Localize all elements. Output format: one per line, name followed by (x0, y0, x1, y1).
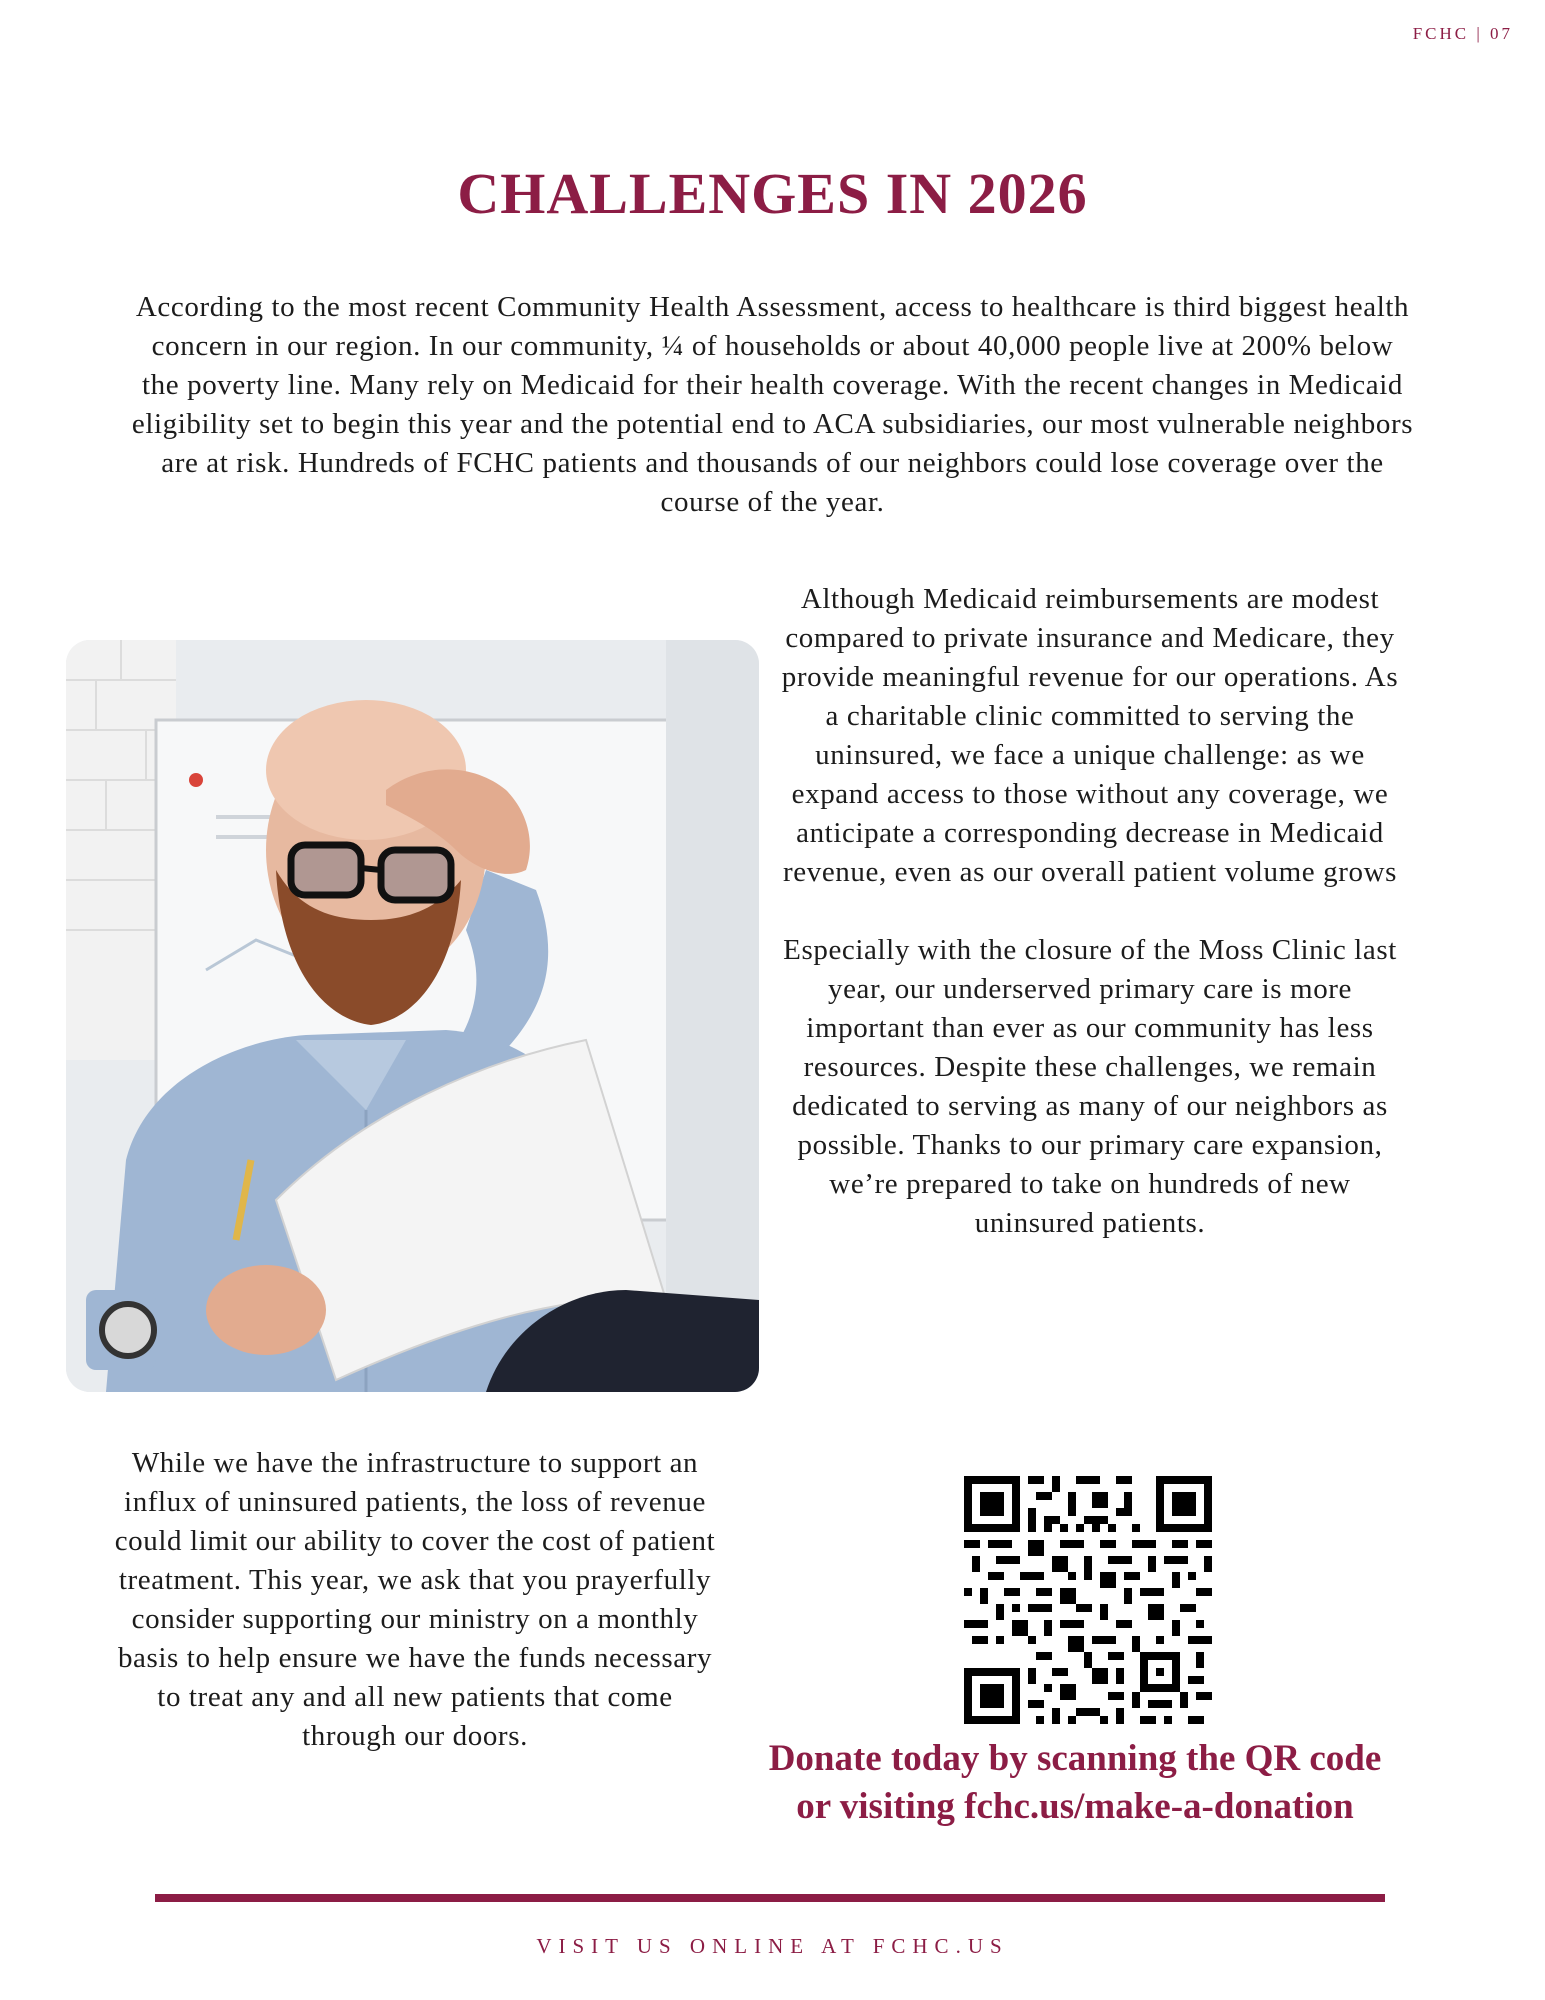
monthly-support-paragraph: While we have the infrastructure to support an influx of uninsured patients, the loss of revenue could limit our ability to cover the cost of patient treatment. This year, we ask that you prayerfully consider supporting our ministry on a monthly basis to help ensure we have the funds necessary to treat any and all new patients that come through our doors. (114, 1447, 716, 1752)
cta-line-url[interactable]: or visiting fchc.us/make-a-donation (796, 1786, 1354, 1827)
footer-website-link[interactable]: VISIT US ONLINE AT FCHC.US (536, 1934, 1009, 1958)
medicaid-revenue-paragraph: Although Medicaid reimbursements are modest compared to private insurance and Medicare, they provide meaningful revenue for our operations. As a charitable clinic committed to serving the uninsured, we face a unique challenge: as we expand access to those without any coverage, we anticipate a corresponding decrease in Medicaid revenue, even as our overall patient volume grows (781, 583, 1399, 888)
right-column (780, 580, 1400, 1243)
page-marker: FCHC | 07 (1412, 24, 1513, 43)
moss-clinic-paragraph: Especially with the closure of the Moss Clinic last year, our underserved primary care is more important than ever as our community has less resources. Despite these challenges, we remain dedicated to serving as many of our neighbors as possible. Thanks to our primary care expansion, we’re prepared to take on hundreds of new uninsured patients. (783, 934, 1397, 1239)
cta-line-qr: Donate today by scanning the QR code (768, 1738, 1382, 1779)
footer-divider (155, 1894, 1385, 1902)
intro-paragraph: According to the most recent Community Health Assessment, access to healthcare is third biggest health concern in our region. In our community, ¼ of households or about 40,000 people live at 200% below the poverty line. Many rely on Medicaid for their health coverage. With the recent changes in Medicaid eligibility set to begin this year and the potential end to ACA subsidiaries, our most vulnerable neighbors are at risk. Hundreds of FCHC patients and thousands of our neighbors could lose coverage over the course of the year. (131, 291, 1414, 518)
qr-code-icon[interactable] (964, 1476, 1212, 1724)
donate-call-to-action (710, 1735, 1440, 1831)
photo-worried-man-reading (66, 640, 759, 1392)
page-title: CHALLENGES IN 2026 (457, 161, 1088, 226)
